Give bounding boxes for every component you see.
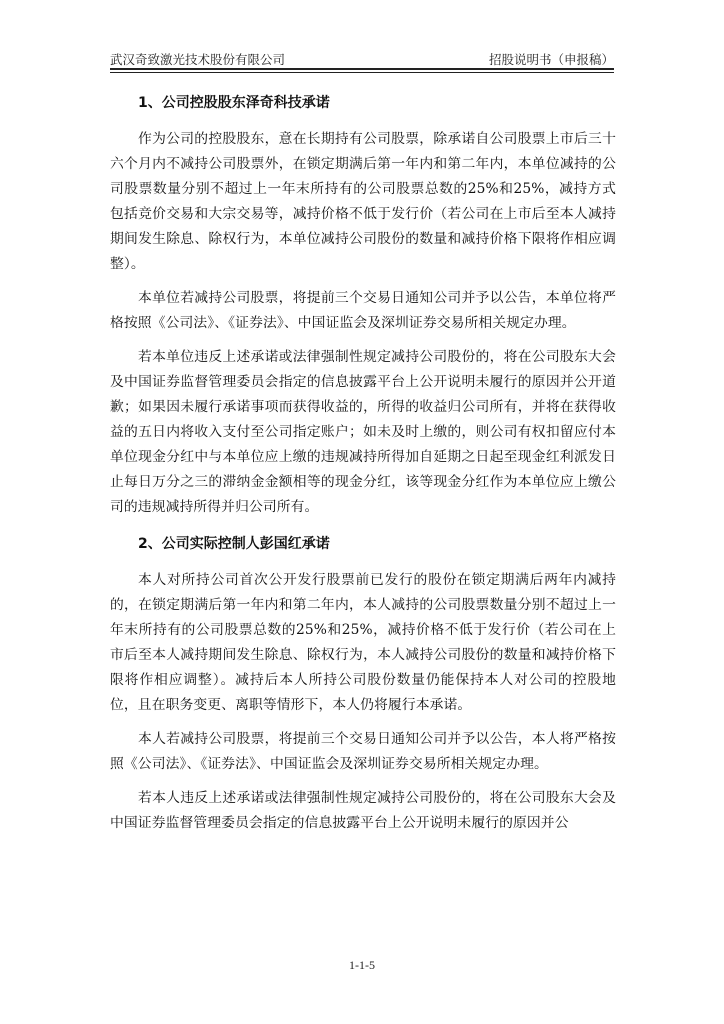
section-2-paragraph-1: 本人对所持公司首次公开发行股票前已发行的股份在锁定期满后两年内减持的，在锁定期满后第一年内和第二年内，本人减持的公司股票数量分别不超过上一年末所持有的公司股票总数的25%和25%，减持价格不低于发行价（若公司在上市后至本人减持期间发生除息、除权行为，本人减持公司股份的数量和减持价格下限将作相应调整）。减持后本人所持公司股份数量仍能保持本人对公司的控股地位，且在职务变更、离职等情形下，本人仍将履行本承诺。 (110, 572, 616, 713)
section-1-paragraph-1: 作为公司的控股股东，意在长期持有公司股票，除承诺自公司股票上市后三十六个月内不减持公司股票外，在锁定期满后第一年内和第二年内，本单位减持的公司股票数量分别不超过上一年末所持有的公司股票总数的25%和25%，减持方式包括竞价交易和大宗交易等，减持价格不低于发行价（若公司在上市后至本人减持期间发生除息、除权行为，本单位减持公司股份的数量和减持价格下限将作相应调整）。 (110, 131, 616, 272)
page-number: 1-1-5 (349, 958, 375, 972)
header-company-name: 武汉奇致激光技术股份有限公司 (110, 52, 286, 67)
page-header (110, 44, 614, 68)
header-document-type: 招股说明书（申报稿） (488, 52, 614, 67)
header-rule-thin (110, 72, 614, 73)
document-body (110, 88, 616, 836)
section-1-paragraph-2: 本单位若减持公司股票，将提前三个交易日通知公司并予以公告，本单位将严格按照《公司法》、《证券法》、中国证监会及深圳证券交易所相关规定办理。 (110, 290, 616, 331)
section-2-paragraph-3: 若本人违反上述承诺或法律强制性规定减持公司股份的，将在公司股东大会及中国证券监督管理委员会指定的信息披露平台上公开说明未履行的原因并公 (110, 790, 616, 831)
section-1-paragraph-3: 若本单位违反上述承诺或法律强制性规定减持公司股份的，将在公司股东大会及中国证券监督管理委员会指定的信息披露平台上公开说明未履行的原因并公开道歉；如果因未履行承诺事项而获得收益的，所得的收益归公司所有，并将在获得收益的五日内将收入支付至公司指定账户；如未及时上缴的，则公司有权扣留应付本单位现金分红中与本单位应上缴的违规减持所得加自延期之日起至现金红利派发日止每日万分之三的滞纳金金额相等的现金分红，该等现金分红作为本单位应上缴公司的违规减持所得并归公司所有。 (110, 349, 616, 515)
section-2-paragraph-2: 本人若减持公司股票，将提前三个交易日通知公司并予以公告，本人将严格按照《公司法》、《证券法》、中国证监会及深圳证券交易所相关规定办理。 (110, 731, 616, 772)
section-1-heading: 1、公司控股股东泽奇科技承诺 (138, 95, 330, 111)
header-rule-thick (110, 68, 614, 70)
section-2-heading: 2、公司实际控制人彭国红承诺 (138, 536, 330, 552)
